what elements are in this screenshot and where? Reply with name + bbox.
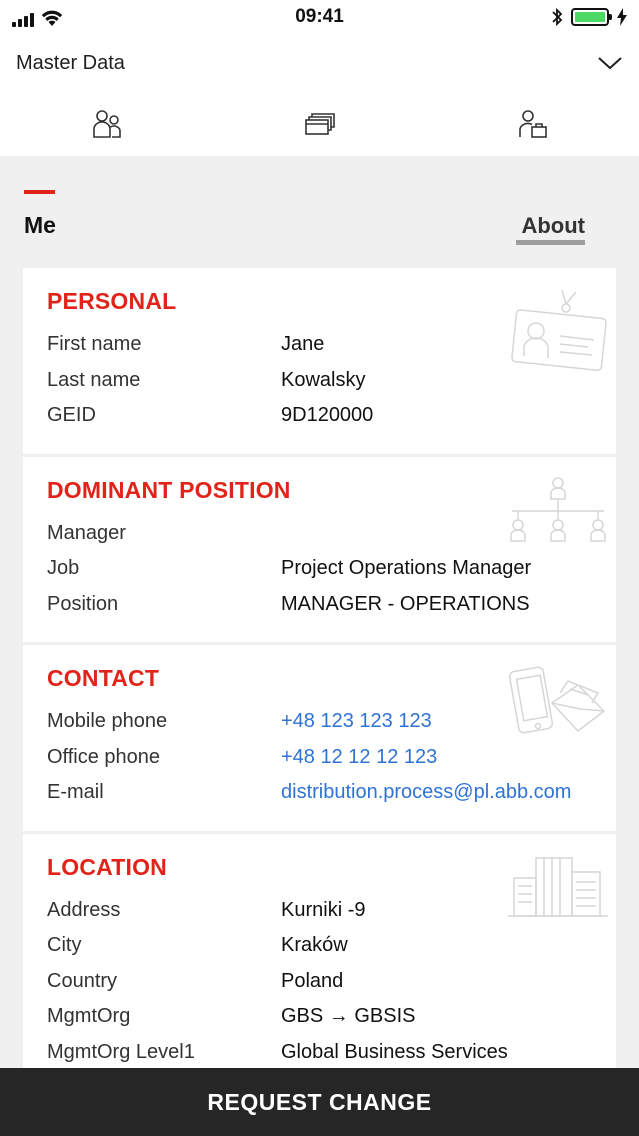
page-title: Master Data — [16, 51, 125, 74]
info-row — [47, 1035, 592, 1069]
about-underline — [516, 240, 585, 245]
cell-signal-icon — [12, 13, 34, 27]
battery-icon — [571, 8, 609, 26]
request-change-label: REQUEST CHANGE — [207, 1088, 432, 1115]
row-label: MgmtOrg Level1 — [47, 1040, 195, 1063]
row-value: Kraków — [281, 934, 348, 956]
org-chart-icon — [508, 475, 608, 565]
office-phone-link[interactable]: +48 12 12 12 123 — [281, 745, 438, 768]
section-header — [0, 156, 639, 268]
row-label: GEID — [47, 404, 96, 426]
tab-about[interactable]: About — [521, 213, 585, 238]
personal-card — [23, 268, 616, 454]
row-label: Job — [47, 557, 80, 579]
location-card — [23, 834, 616, 1069]
row-label: Country — [47, 969, 118, 992]
buildings-icon — [508, 852, 608, 922]
chevron-down-icon[interactable] — [597, 55, 623, 71]
info-row — [47, 999, 592, 1035]
info-row — [47, 740, 592, 776]
row-label: Mobile phone — [47, 710, 168, 732]
status-bar — [0, 0, 639, 34]
row-value: Global Business Services — [281, 1040, 508, 1063]
info-row — [47, 775, 592, 811]
person-briefcase-icon — [519, 109, 547, 139]
row-label: Address — [47, 898, 121, 921]
info-row — [47, 964, 592, 1000]
icon-tab-bar — [0, 92, 639, 156]
id-card-icon — [508, 286, 608, 376]
location-title: LOCATION — [47, 853, 167, 880]
personal-title: PERSONAL — [47, 288, 177, 314]
tab-me[interactable]: Me — [24, 212, 56, 238]
content-scroll[interactable] — [0, 156, 639, 1068]
tab-cards[interactable] — [270, 92, 370, 156]
row-value: GBS → GBSIS — [281, 1005, 416, 1027]
tab-people[interactable] — [57, 92, 157, 156]
mobile-phone-link[interactable]: +48 123 123 123 — [281, 710, 432, 732]
contact-card — [23, 645, 616, 831]
row-label: City — [47, 934, 82, 956]
email-link[interactable]: distribution.process@pl.abb.com — [281, 781, 572, 803]
info-row — [47, 587, 592, 623]
people-icon — [93, 109, 121, 139]
row-label: E-mail — [47, 781, 104, 803]
tab-person-briefcase[interactable] — [483, 92, 583, 156]
row-value: Kowalsky — [281, 368, 366, 391]
charging-bolt-icon — [617, 8, 627, 26]
row-label: First name — [47, 333, 142, 355]
row-label: Office phone — [47, 745, 161, 768]
row-value: 9D120000 — [281, 404, 374, 426]
contact-title: CONTACT — [47, 665, 160, 691]
row-value: Project Operations Manager — [281, 557, 532, 579]
position-title: DOMINANT POSITION — [47, 476, 291, 503]
top-bar — [0, 34, 639, 92]
bluetooth-icon — [551, 7, 563, 27]
signal-wifi — [12, 7, 64, 27]
row-value: Kurniki -9 — [281, 898, 366, 921]
row-label: Position — [47, 592, 119, 615]
phone-mail-icon — [508, 663, 608, 743]
row-label: Last name — [47, 368, 141, 391]
wifi-icon — [40, 9, 64, 27]
info-row — [47, 398, 592, 434]
row-label: Manager — [47, 521, 126, 544]
info-row — [47, 928, 592, 964]
request-change-button[interactable] — [0, 1068, 639, 1136]
cards-icon — [305, 113, 335, 135]
section-accent-bar — [24, 190, 55, 194]
row-value: Poland — [281, 969, 344, 992]
row-value: Jane — [281, 333, 325, 355]
position-card — [23, 457, 616, 643]
row-value: MANAGER - OPERATIONS — [281, 592, 530, 615]
row-label: MgmtOrg — [47, 1005, 131, 1027]
status-time: 09:41 — [295, 6, 344, 27]
